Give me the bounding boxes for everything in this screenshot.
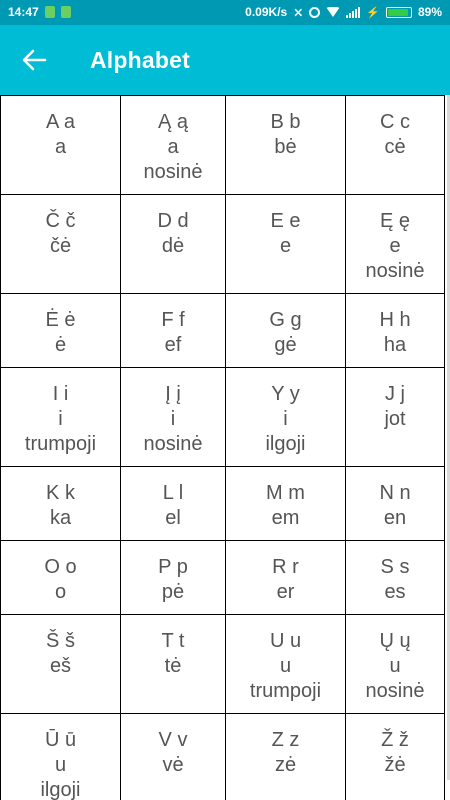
letter-note: ilgoji: [40, 779, 81, 800]
letter-name: a: [54, 136, 67, 158]
alphabet-row: [0, 713, 447, 800]
letter-name: vė: [162, 754, 184, 776]
letter-name: es: [384, 581, 406, 603]
letter-glyphs: Ų ų: [379, 630, 411, 652]
alphabet-row: [0, 293, 447, 367]
letter-name: zė: [274, 754, 297, 776]
alphabet-grid: [0, 95, 448, 800]
arrow-left-icon: [14, 42, 54, 78]
status-time: 14:47: [8, 5, 39, 19]
letter-cell[interactable]: [345, 466, 445, 541]
letter-glyphs: G g: [269, 309, 302, 331]
letter-name: er: [276, 581, 295, 603]
letter-name: ka: [49, 507, 72, 529]
letter-name: čė: [49, 235, 72, 257]
letter-glyphs: U u: [269, 630, 302, 652]
letter-cell[interactable]: [345, 614, 445, 714]
alphabet-row: [0, 194, 447, 293]
letter-glyphs: D d: [157, 210, 189, 232]
letter-cell[interactable]: [225, 95, 346, 195]
letter-glyphs: P p: [158, 556, 188, 578]
letter-cell[interactable]: [120, 614, 226, 714]
letter-glyphs: H h: [379, 309, 411, 331]
letter-name: u: [279, 655, 292, 677]
letter-cell[interactable]: [225, 614, 346, 714]
letter-name: o: [54, 581, 67, 603]
letter-cell[interactable]: [225, 466, 346, 541]
letter-cell[interactable]: [0, 367, 121, 467]
letter-cell[interactable]: [345, 367, 445, 467]
letter-name: bė: [274, 136, 297, 158]
letter-name: dė: [161, 235, 185, 257]
letter-note: trumpoji: [249, 680, 322, 702]
letter-cell[interactable]: [0, 614, 121, 714]
letter-glyphs: M m: [266, 482, 305, 504]
letter-glyphs: L l: [162, 482, 184, 504]
letter-glyphs: Ž ž: [381, 729, 409, 751]
letter-glyphs: J j: [385, 383, 405, 405]
letter-cell[interactable]: [345, 293, 445, 368]
alphabet-row: [0, 367, 447, 466]
letter-name: i: [170, 408, 176, 430]
signal-icon: [346, 7, 360, 18]
alarm-icon: [309, 7, 320, 18]
letter-note: trumpoji: [24, 433, 97, 455]
letter-glyphs: Ę ę: [379, 210, 411, 232]
letter-glyphs: T t: [161, 630, 185, 652]
letter-note: nosinė: [143, 161, 203, 183]
letter-glyphs: Ū ū: [44, 729, 77, 751]
letter-cell[interactable]: [0, 466, 121, 541]
letter-glyphs: A a: [46, 111, 75, 133]
page-title: Alphabet: [90, 47, 190, 73]
letter-cell[interactable]: [120, 713, 226, 800]
letter-name: žė: [384, 754, 406, 776]
letter-name: en: [383, 507, 407, 529]
letter-name: cė: [384, 136, 406, 158]
letter-glyphs: C c: [380, 111, 410, 133]
letter-cell[interactable]: [120, 293, 226, 368]
letter-note: nosinė: [365, 680, 425, 702]
letter-name: gė: [274, 334, 297, 356]
letter-cell[interactable]: [345, 95, 445, 195]
wifi-icon: [326, 7, 340, 17]
letter-cell[interactable]: [225, 293, 346, 368]
letter-cell[interactable]: [345, 194, 445, 294]
letter-cell[interactable]: [0, 95, 121, 195]
letter-glyphs: Č č: [45, 210, 76, 232]
letter-cell[interactable]: [120, 466, 226, 541]
alphabet-row: [0, 466, 447, 540]
letter-glyphs: V v: [158, 729, 188, 751]
letter-name: ė: [54, 334, 67, 356]
alphabet-row: [0, 540, 447, 614]
letter-glyphs: Š š: [46, 630, 75, 652]
letter-name: i: [58, 408, 63, 430]
letter-name: ha: [383, 334, 407, 356]
letter-name: u: [54, 754, 67, 776]
letter-name: em: [271, 507, 300, 529]
alphabet-row: [0, 95, 447, 194]
status-bar: [0, 0, 450, 25]
letter-name: pė: [161, 581, 185, 603]
letter-glyphs: N n: [379, 482, 411, 504]
letter-cell[interactable]: [0, 293, 121, 368]
battery-icon: [386, 7, 412, 18]
letter-cell[interactable]: [345, 540, 445, 615]
battery-percent: 89%: [417, 5, 442, 19]
letter-name: a: [167, 136, 179, 158]
letter-glyphs: O o: [44, 556, 77, 578]
letter-name: jot: [384, 408, 406, 430]
letter-cell[interactable]: [120, 367, 226, 467]
letter-name: i: [283, 408, 288, 430]
letter-glyphs: Ą ą: [157, 111, 189, 133]
letter-glyphs: E e: [270, 210, 301, 232]
letter-cell[interactable]: [0, 540, 121, 615]
letter-name: el: [165, 507, 181, 529]
alphabet-row: [0, 614, 447, 713]
app-bar: [0, 25, 450, 95]
letter-glyphs: Z z: [271, 729, 300, 751]
back-button[interactable]: [14, 42, 54, 78]
letter-note: ilgoji: [265, 433, 306, 455]
letter-cell[interactable]: [0, 194, 121, 294]
letter-cell[interactable]: [345, 713, 445, 800]
letter-cell[interactable]: [120, 194, 226, 294]
letter-glyphs: I i: [52, 383, 69, 405]
letter-glyphs: Y y: [271, 383, 300, 405]
letter-cell[interactable]: [120, 95, 226, 195]
notification-app-icon: [61, 6, 71, 18]
letter-cell[interactable]: [225, 367, 346, 467]
letter-glyphs: B b: [270, 111, 301, 133]
letter-name: tė: [164, 655, 182, 677]
letter-glyphs: Į į: [165, 383, 181, 405]
letter-glyphs: Ė ė: [45, 309, 76, 331]
letter-glyphs: F f: [161, 309, 185, 331]
letter-cell[interactable]: [0, 713, 121, 800]
letter-glyphs: R r: [272, 556, 299, 578]
letter-name: e: [279, 235, 292, 257]
letter-cell[interactable]: [225, 540, 346, 615]
letter-glyphs: S s: [380, 556, 410, 578]
charging-icon: ⚡: [366, 6, 380, 19]
letter-cell[interactable]: [225, 194, 346, 294]
letter-note: nosinė: [365, 260, 425, 282]
letter-name: u: [389, 655, 401, 677]
letter-cell[interactable]: [120, 540, 226, 615]
network-speed: 0.09K/s: [245, 5, 288, 19]
letter-name: eš: [49, 655, 72, 677]
mute-icon: ⨯: [293, 5, 304, 19]
letter-name: ef: [164, 334, 182, 356]
letter-name: e: [389, 235, 401, 257]
letter-glyphs: K k: [46, 482, 75, 504]
letter-note: nosinė: [143, 433, 203, 455]
notification-icon: [45, 6, 55, 18]
letter-cell[interactable]: [225, 713, 346, 800]
